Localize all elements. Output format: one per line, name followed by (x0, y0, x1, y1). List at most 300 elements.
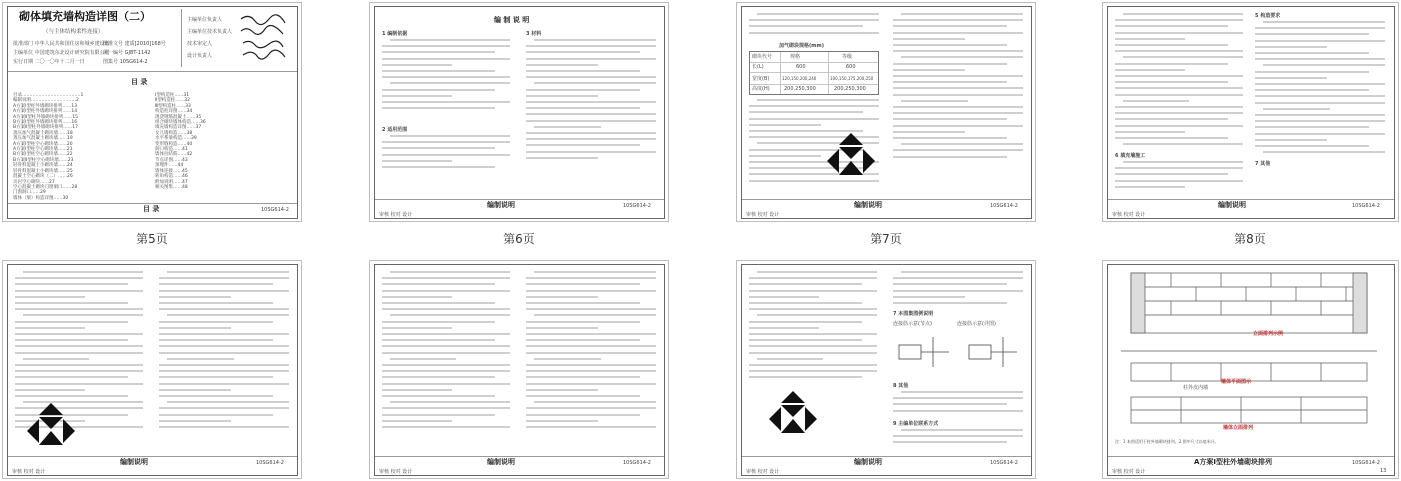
text-line (534, 271, 656, 273)
text-line (749, 296, 819, 298)
toc-entry: B方案Ⅱ型柱外墙砌块排列……17 (13, 125, 79, 131)
text-line (382, 166, 495, 168)
drawing-label: 立面排列示例 (1253, 331, 1284, 337)
spec-table: 砌块代号 规格 等级 长(L) 600 600 宽度(B) 120,150,200,240 100,150,175,200,250 高度(H) 200,250,300 200,250,300 (749, 51, 879, 95)
footer-signatures: 审核 校对 设计 (379, 212, 413, 218)
text-line (159, 339, 273, 341)
text-line (526, 132, 656, 134)
toc-entry: B方案Ⅱ型柱空心砌块墙……23 (13, 157, 74, 163)
text-line (390, 39, 510, 41)
text-line (526, 157, 598, 159)
text-line (901, 271, 1023, 273)
text-line (534, 39, 656, 41)
text-line (893, 283, 1007, 285)
text-line (534, 314, 656, 316)
text-line (526, 138, 656, 140)
text-line (1255, 89, 1369, 91)
drawing-note: 注：1 本图适用于柱外墙砌块排列。2 图中尺寸以毫米计。 (1115, 439, 1219, 444)
text-line (749, 376, 862, 378)
text-line (893, 277, 1023, 279)
text-line (749, 19, 879, 21)
text-line (159, 321, 273, 323)
text-line (749, 111, 863, 113)
toc-entry: Ⅱ型构造柱……32 (155, 98, 190, 104)
cover-subtitle: （与主体结构柔性连接） (43, 29, 104, 35)
cover-code: 图集号 10SG614-2 (103, 59, 148, 65)
toc-entry: 相关图集……48 (155, 184, 188, 190)
footer-code: 10SG614-2 (990, 203, 1018, 209)
page-label-5: 第5页 (136, 232, 168, 246)
text-line (382, 302, 495, 304)
text-line (1255, 40, 1385, 42)
text-line (749, 339, 862, 341)
text-line (382, 370, 510, 372)
footer-signatures: 审核 校对 设计 (746, 469, 780, 475)
toc-entry: 女儿墙构造……38 (155, 130, 193, 136)
text-line (749, 105, 879, 107)
text-line (1255, 145, 1369, 147)
text-line (749, 290, 877, 292)
page-thumbnail-5[interactable] (2, 2, 302, 222)
page-thumbnail-7[interactable] (736, 2, 1036, 222)
text-line (1123, 56, 1243, 58)
text-line (167, 314, 289, 316)
text-line (893, 156, 1007, 158)
page-thumbnail-9[interactable] (2, 260, 302, 479)
page-thumbnail-8[interactable] (1102, 2, 1399, 222)
toc-entry: A方案Ⅰ型柱空心砌块墙……20 (13, 141, 73, 147)
text-line (893, 137, 1007, 139)
legend-label: 连接筋示意(详图) (957, 321, 996, 327)
text-line (1115, 118, 1228, 120)
text-line (749, 321, 862, 323)
text-line (390, 358, 456, 360)
footer-signatures: 审核 校对 设计 (746, 212, 780, 218)
text-line (526, 107, 640, 109)
text-line (1115, 94, 1243, 96)
toc-entry: 墙体拉结筋……42 (155, 152, 193, 158)
handwritten-signatures (239, 11, 295, 63)
text-line (382, 364, 510, 366)
text-line (526, 101, 656, 103)
text-line (749, 302, 862, 304)
text-line (1255, 58, 1385, 60)
toc-entry: 混凝土空心砌块（二）……26 (13, 174, 73, 180)
text-line (526, 414, 640, 416)
text-line (749, 352, 877, 354)
text-line (382, 101, 510, 103)
text-line (382, 376, 495, 378)
text-line (757, 99, 879, 101)
text-line (382, 95, 452, 97)
text-line (526, 120, 656, 122)
text-line (1115, 69, 1185, 71)
text-line (159, 370, 289, 372)
text-line (526, 95, 598, 97)
toc-entry: 水平系梁构造……39 (155, 136, 197, 142)
signature-role: 主编单位技术负责人 (187, 29, 233, 35)
text-line (1123, 100, 1189, 102)
text-line (526, 376, 640, 378)
section-heading: 8 其他 (893, 383, 909, 389)
text-line (15, 333, 143, 335)
text-line (1255, 126, 1369, 128)
masonry-drawing (1111, 267, 1391, 437)
text-line (382, 327, 452, 329)
text-line (382, 414, 495, 416)
text-line (1263, 64, 1385, 66)
toc-entry: 填充墙构造详图……37 (155, 125, 202, 131)
text-line (893, 63, 1007, 65)
text-line (526, 395, 640, 397)
toc-entry: 现浇钢筋混凝土……35 (155, 114, 202, 120)
text-line (15, 339, 128, 341)
text-line (15, 383, 143, 385)
text-line (390, 271, 510, 273)
text-line (749, 25, 863, 27)
page-thumbnail-12[interactable] (1102, 260, 1399, 479)
page-number: 13 (1380, 468, 1387, 474)
text-line (1255, 71, 1369, 73)
toc-entry: A方案Ⅰ型柱空心砌块墙……21 (13, 147, 73, 153)
text-line (534, 358, 601, 360)
text-line (893, 290, 1023, 292)
text-line (15, 370, 143, 372)
text-line (526, 321, 640, 323)
text-line (15, 321, 128, 323)
text-line (1115, 44, 1228, 46)
text-line (526, 89, 640, 91)
text-line (1255, 102, 1385, 104)
text-line (1115, 25, 1228, 27)
text-line (1263, 151, 1385, 153)
text-line (526, 383, 656, 385)
text-line (23, 314, 143, 316)
section-heading: 3 材料 (526, 31, 542, 37)
text-line (893, 32, 1023, 34)
text-line (15, 283, 128, 285)
footer-title: 编制说明 (1218, 201, 1246, 209)
text-line (526, 364, 656, 366)
text-line (159, 308, 289, 310)
text-line (159, 389, 231, 391)
toc-entry: 门窗洞口……29 (13, 190, 46, 196)
section-heading: 6 填充墙施工 (1115, 153, 1146, 159)
section-heading: 7 本图集图例说明 (893, 311, 934, 317)
text-line (15, 345, 143, 347)
text-line (526, 389, 598, 391)
divider (181, 9, 182, 67)
text-line (526, 144, 640, 146)
text-line (901, 429, 1023, 431)
text-line (757, 271, 877, 273)
doc-heading: 编 制 说 明 (494, 16, 530, 24)
text-line (526, 283, 640, 285)
title-block (375, 199, 664, 218)
text-line (159, 283, 273, 285)
text-line (757, 13, 879, 15)
toc-entry: 墙体（梁）构造详图……30 (13, 195, 69, 201)
text-line (1115, 81, 1228, 83)
footer-title: 编制说明 (487, 201, 515, 209)
toc-entry: 蒸压加气混凝土砌块墙……18 (13, 130, 73, 136)
text-line (893, 50, 1023, 52)
text-line (1255, 139, 1327, 141)
toc-entry: 洞口构造……41 (155, 147, 188, 153)
text-line (749, 277, 877, 279)
signature-role: 主编单位负责人 (187, 17, 223, 23)
text-line (1263, 108, 1330, 110)
text-line (893, 106, 1023, 108)
page-thumbnail-11[interactable] (736, 260, 1036, 479)
title-block (375, 456, 664, 475)
text-line (1123, 143, 1243, 145)
text-line (749, 118, 879, 120)
toc-entry: 页岩空心砌块……27 (13, 179, 55, 185)
text-line (1115, 106, 1243, 108)
toc-entry: 蒸压加气混凝土砌块墙……19 (13, 136, 73, 142)
text-line (159, 414, 273, 416)
toc-entry: A方案Ⅰ型柱外墙砌块排列……14 (13, 109, 78, 115)
text-line (1115, 32, 1243, 34)
text-line (15, 308, 143, 310)
text-line (382, 407, 510, 409)
text-line (382, 45, 510, 47)
text-line (1255, 33, 1369, 35)
text-line (749, 124, 821, 126)
text-line (1255, 133, 1385, 135)
footer-code: 10SG614-2 (256, 460, 284, 466)
text-line (893, 296, 965, 298)
text-line (15, 302, 128, 304)
text-line (526, 58, 656, 60)
text-line (893, 435, 1023, 437)
section-heading: 5 构造要求 (1255, 13, 1281, 19)
text-line (893, 125, 1023, 127)
text-line (526, 407, 656, 409)
text-line (1123, 161, 1243, 163)
text-line (382, 277, 510, 279)
text-line (893, 403, 1007, 405)
table-title: 加气砌块规格(mm) (779, 43, 824, 49)
footer-code: 10SG614-2 (990, 460, 1018, 466)
footer-code: 10SG614-2 (1352, 460, 1380, 466)
text-line (382, 64, 452, 66)
page-thumbnail-6[interactable] (369, 2, 669, 222)
text-line (382, 321, 495, 323)
toc-entry: 墙体连接……45 (155, 168, 188, 174)
text-line (749, 327, 819, 329)
text-line (15, 296, 85, 298)
text-line (382, 154, 510, 156)
text-line (893, 410, 1023, 412)
text-line (757, 314, 877, 316)
toc-entry: A方案Ⅱ型柱外墙砌块排列……15 (13, 114, 79, 120)
text-line (382, 58, 510, 60)
toc-entry: 轻骨料混凝土小砌块墙……25 (13, 168, 73, 174)
text-line (382, 70, 495, 72)
title-block (742, 199, 1031, 218)
text-line (390, 401, 510, 403)
cover-code: 统一编号 GJBT-1142 (103, 50, 151, 56)
toc-entry: B方案Ⅰ型柱外墙砌块排列……16 (13, 120, 78, 126)
text-line (526, 70, 640, 72)
text-line (1255, 52, 1369, 54)
text-line (893, 25, 1007, 27)
text-line (382, 383, 510, 385)
text-line (526, 339, 640, 341)
toc-entry: 空心混凝土砌块门窗洞口……28 (13, 184, 78, 190)
text-line (159, 352, 289, 354)
section-heading: 1 编制依据 (382, 31, 408, 37)
text-line (23, 358, 89, 360)
text-line (1263, 21, 1385, 23)
drawing-label: 墙体平面图示 (1221, 379, 1252, 385)
text-line (749, 32, 879, 34)
text-line (893, 118, 1007, 120)
text-line (159, 327, 231, 329)
page-thumbnail-10[interactable] (369, 260, 669, 479)
text-line (526, 426, 656, 428)
text-line (1115, 19, 1243, 21)
toc-footer: 目 录 (143, 205, 160, 213)
toc-entry: Ⅲ型构造柱……33 (155, 103, 191, 109)
text-line (159, 302, 273, 304)
cover-meta: 实行日期 二〇一〇年十二月一日 (13, 59, 85, 65)
footer-title: 编制说明 (854, 458, 882, 466)
text-line (382, 420, 452, 422)
text-line (1255, 114, 1385, 116)
text-line (382, 76, 510, 78)
legend-label: 连接筋示意(节点) (893, 321, 932, 327)
text-line (1255, 77, 1327, 79)
footer-code: 10SG614-2 (623, 203, 651, 209)
text-line (1115, 50, 1243, 52)
text-line (159, 345, 289, 347)
text-line (159, 426, 289, 428)
text-line (1115, 131, 1185, 133)
text-line (526, 290, 656, 292)
page-label-6: 第6页 (503, 232, 535, 246)
footer-title: 编制说明 (120, 458, 148, 466)
text-line (159, 395, 273, 397)
text-line (893, 81, 1007, 83)
text-line (901, 100, 968, 102)
text-line (390, 314, 510, 316)
text-line (1115, 167, 1243, 169)
footer-title: 编制说明 (854, 201, 882, 209)
toc-entry: 预埋件……44 (155, 163, 184, 169)
text-line (893, 87, 1023, 89)
toc-entry: B方案Ⅰ型柱空心砌块墙……22 (13, 152, 73, 158)
text-line (757, 358, 823, 360)
text-line (159, 277, 289, 279)
page-label-8: 第8页 (1234, 232, 1266, 246)
text-line (167, 401, 289, 403)
footer-signatures: 审核 校对 设计 (12, 469, 46, 475)
text-line (1115, 180, 1243, 182)
text-line (749, 364, 877, 366)
divider (8, 203, 297, 204)
footer-code: 10SG614-2 (1352, 203, 1380, 209)
text-line (901, 13, 1023, 15)
divider (8, 71, 297, 72)
section-heading: 9 主编单位联系方式 (893, 421, 939, 427)
watermark-logo (767, 389, 819, 441)
cover-code: 批准文号 建质[2010]168号 (103, 41, 166, 47)
text-line (159, 420, 231, 422)
legend-diagram (893, 331, 1023, 377)
page-label-7: 第7页 (870, 232, 902, 246)
text-line (1115, 38, 1185, 40)
toc-left-column (13, 93, 148, 201)
watermark-logo (825, 131, 877, 183)
text-line (1115, 125, 1243, 127)
text-line (390, 135, 510, 137)
toc-entry: 附加说明……47 (155, 179, 188, 185)
text-line (901, 391, 1023, 393)
text-line (534, 401, 656, 403)
text-line (526, 352, 656, 354)
toc-entry: 目录…………………………………1 (13, 93, 84, 98)
text-line (15, 277, 143, 279)
toc-entry: 编制说明…………………………2 (13, 98, 79, 104)
drawing-label: 柱外皮内墙 (1183, 385, 1209, 391)
footer-signatures: 审核 校对 设计 (379, 469, 413, 475)
section-heading: 7 其他 (1255, 161, 1271, 167)
text-line (382, 352, 510, 354)
text-line (1115, 87, 1243, 89)
text-line (526, 296, 598, 298)
text-line (749, 283, 862, 285)
text-line (23, 271, 143, 273)
text-line (526, 45, 656, 47)
text-line (167, 358, 234, 360)
toc-entry: 构造柱详图……34 (155, 109, 193, 115)
text-line (526, 151, 656, 153)
toc-heading: 目 录 (131, 78, 148, 86)
text-line (167, 271, 289, 273)
cover-meta: 批准部门 中华人民共和国住房和城乡建设部 (13, 41, 110, 47)
text-line (893, 149, 1023, 151)
text-line (15, 395, 128, 397)
text-line (893, 94, 1023, 96)
text-line (893, 131, 965, 133)
text-line (749, 308, 877, 310)
title-block (742, 456, 1031, 475)
text-line (382, 333, 510, 335)
text-line (159, 383, 289, 385)
text-line (893, 75, 1023, 77)
text-line (159, 333, 289, 335)
footer-code: 10SG614-2 (623, 460, 651, 466)
text-line (893, 44, 1007, 46)
text-line (382, 426, 510, 428)
text-line (526, 113, 656, 115)
text-line (893, 302, 1007, 304)
text-line (526, 327, 598, 329)
footer-signatures: 审核 校对 设计 (1112, 212, 1146, 218)
text-line (15, 290, 143, 292)
text-line (1115, 173, 1228, 175)
text-line (526, 308, 656, 310)
footer-title: A方案Ⅰ型柱外墙砌块排列 (1194, 458, 1273, 466)
toc-entry: 变形缝构造……40 (155, 141, 193, 147)
text-line (382, 290, 510, 292)
text-line (15, 376, 128, 378)
text-line (534, 126, 601, 128)
text-line (382, 345, 510, 347)
